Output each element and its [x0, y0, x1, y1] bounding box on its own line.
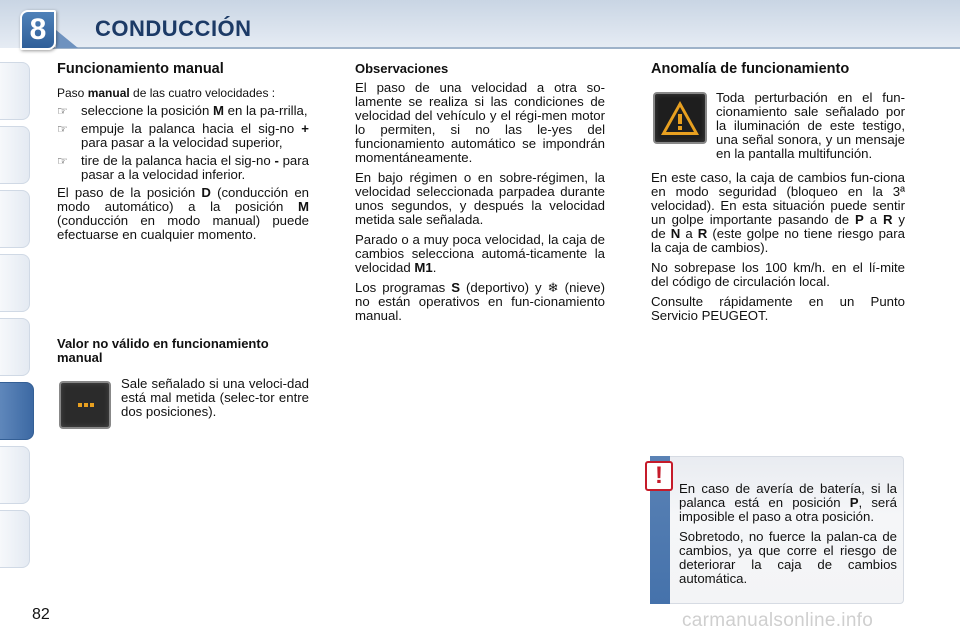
- dashes-warning-icon: [59, 381, 111, 429]
- pointing-hand-icon: ☞: [57, 122, 68, 136]
- warning-triangle-svg: [655, 94, 705, 142]
- pointing-hand-icon: ☞: [57, 104, 68, 118]
- para-text: En caso de avería de batería, si la palanca está en posición: [679, 481, 897, 510]
- bullet-text: tire de la palanca hacia el sig-no: [81, 153, 275, 168]
- bullet-item: [57, 154, 309, 182]
- intro-pre: Paso: [57, 86, 88, 100]
- section-heading-manual: Funcionamiento manual: [57, 61, 224, 77]
- observation-paragraph: [355, 281, 605, 323]
- para-bold: P: [849, 495, 859, 510]
- malfunction-paragraph: No sobrepase los 100 km/h. en el lí-mite del código de circulación local.: [651, 260, 905, 289]
- para-text: En este caso, la caja de cambios fun-ciona en modo seguridad (bloqueo en la 3ª velocidad). En esta situación puede sentir un golpe importante pasando de: [651, 170, 905, 227]
- left-column: [57, 62, 309, 248]
- watermark: carmanualsonline.info: [682, 610, 874, 631]
- para-text: a: [680, 226, 698, 241]
- bullet-text: seleccione la posición: [81, 103, 213, 118]
- observation-paragraph: En bajo régimen o en sobre-régimen, la velocidad seleccionada parpadea durante unos segundos, y después la velocidad metida sale señalada.: [355, 170, 605, 227]
- chapter-tab-2[interactable]: [0, 126, 30, 184]
- para-text: Los programas: [355, 280, 452, 295]
- para-text: Parado o a muy poca velocidad, la caja de cambios selecciona automá-ticamente la velocidad: [355, 232, 605, 275]
- malfunction-paragraph: Consulte rápidamente en un Punto Servicio PEUGEOT.: [651, 294, 905, 323]
- bullet-item: [57, 104, 309, 118]
- page-number: 82: [32, 606, 50, 623]
- observation-paragraph: [355, 233, 605, 275]
- bullet-text: en la pa-rrilla,: [223, 103, 308, 118]
- right-column: [651, 171, 905, 329]
- chapter-tab-10[interactable]: [0, 510, 30, 568]
- chapter-tab-3[interactable]: [0, 190, 30, 248]
- para-bold: R: [697, 226, 708, 241]
- pointing-hand-icon: ☞: [57, 154, 68, 168]
- chapter-tab-8-active[interactable]: [0, 382, 34, 440]
- para-bold: M: [298, 199, 309, 214]
- chapter-tab-5[interactable]: [0, 318, 30, 376]
- warning-callout-text: [679, 482, 897, 592]
- invalid-value-text: Sale señalado si una veloci-dad está mal metida (selec-tor entre dos posiciones).: [121, 376, 309, 419]
- para-bold: D: [201, 185, 211, 200]
- para-bold: P: [855, 212, 864, 227]
- intro-line: [57, 86, 309, 100]
- invalid-value-text-block: [121, 377, 309, 425]
- chapter-number-badge[interactable]: 8: [20, 10, 56, 50]
- bullet-text: para pasar a la velocidad superior,: [81, 135, 283, 150]
- warning-paragraph: Sobretodo, no fuerce la palan-ca de cambios, ya que corre el riesgo de deteriorar la caja de cambios automática.: [679, 529, 897, 586]
- chapter-tab-4[interactable]: [0, 254, 30, 312]
- middle-column: [355, 62, 605, 329]
- para-text: (nieve) no están operativos en fun-cionamiento manual.: [355, 280, 605, 323]
- chapter-tab-9[interactable]: [0, 446, 30, 504]
- bullet-bold: +: [301, 121, 309, 136]
- warning-paragraph: [679, 482, 897, 524]
- intro-post: de las cuatro velocidades :: [129, 86, 276, 100]
- snowflake-icon: ❄: [547, 280, 559, 295]
- mode-change-paragraph: [57, 186, 309, 242]
- exclamation-warning-icon: !: [645, 461, 673, 491]
- bullet-text: para pasar a la velocidad inferior.: [81, 153, 309, 182]
- para-text: y de: [651, 212, 905, 241]
- bullet-text: empuje la palanca hacia el sig-no: [81, 121, 302, 136]
- para-bold: S: [451, 280, 461, 295]
- para-text: , será imposible el paso a otra posición.: [679, 495, 897, 524]
- chapter-tabs: [0, 62, 32, 582]
- para-text: El paso de la posición: [57, 185, 202, 200]
- intro-bold: manual: [87, 86, 130, 100]
- para-bold: M1: [414, 260, 433, 275]
- para-text: .: [432, 260, 437, 275]
- para-text: (conducción en modo automático) a la posición: [57, 185, 309, 214]
- observations-heading: Observaciones: [355, 61, 449, 76]
- bullet-bold: M: [212, 103, 224, 118]
- header-rule: [50, 47, 960, 49]
- right-column-heading-wrap: [651, 62, 905, 76]
- bullet-bold: -: [274, 153, 279, 168]
- warning-triangle-icon: [653, 92, 707, 144]
- invalid-value-heading: Valor no válido en funcionamiento manual: [57, 336, 269, 365]
- invalid-value-section: [57, 337, 309, 365]
- para-text: (conducción en modo manual) puede efectuarse en cualquier momento.: [57, 213, 309, 242]
- malfunction-icon-text-block: [716, 91, 905, 167]
- para-bold: R: [882, 212, 893, 227]
- para-text: (deportivo) y: [460, 280, 548, 295]
- malfunction-paragraph: [651, 171, 905, 255]
- chapter-tab-1[interactable]: [0, 62, 30, 120]
- bullet-item: [57, 122, 309, 150]
- observation-paragraph: El paso de una velocidad a otra so-lamente se realiza si las condiciones de velocidad del vehículo y el régi-men motor lo permiten, si no las le-yes del funcionamiento automático se impondrán momentáneamente.: [355, 80, 605, 165]
- para-text: a: [863, 212, 883, 227]
- chapter-title: CONDUCCIÓN: [95, 16, 252, 41]
- para-bold: N: [670, 226, 681, 241]
- malfunction-icon-text: Toda perturbación en el fun-cionamiento sale señalado por la iluminación de este testigo, una señal sonora, y un mensaje en la pantalla multifunción.: [716, 90, 905, 161]
- para-text: (este golpe no tiene riesgo para la caja de cambios).: [651, 226, 905, 255]
- malfunction-heading: Anomalía de funcionamiento: [651, 61, 850, 77]
